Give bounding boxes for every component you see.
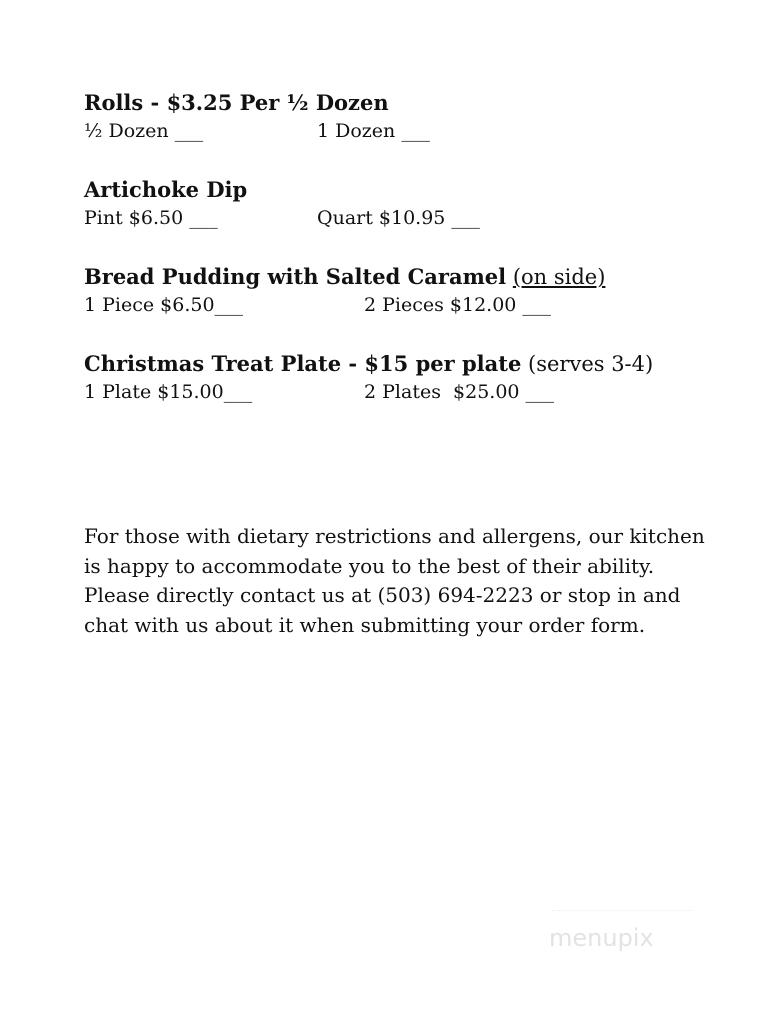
option-quart: Quart $10.95 ___ xyxy=(317,207,480,229)
notice-line: chat with us about it when submitting your order form. xyxy=(84,612,646,637)
item-title: Rolls - $3.25 Per ½ Dozen xyxy=(84,90,389,115)
dietary-notice xyxy=(84,522,724,640)
notice-line: is happy to accommodate you to the best of their ability. xyxy=(84,553,655,578)
watermark-decoration xyxy=(552,910,692,917)
option-dozen: 1 Dozen ___ xyxy=(317,120,430,142)
item-options xyxy=(84,291,724,319)
option-two-pieces: 2 Pieces $12.00 ___ xyxy=(364,294,551,316)
menu-item-christmas-treat-plate xyxy=(84,350,724,406)
item-title: Christmas Treat Plate - $15 per plate (serves 3-4) xyxy=(84,351,654,376)
menu-item-bread-pudding xyxy=(84,263,724,319)
title-note: (on side) xyxy=(512,265,606,289)
menu-item-rolls xyxy=(84,89,724,145)
menu-item-artichoke-dip xyxy=(84,176,724,232)
option-pint: Pint $6.50 ___ xyxy=(84,207,218,229)
option-one-plate: 1 Plate $15.00___ xyxy=(84,381,253,403)
item-options xyxy=(84,117,724,145)
option-two-plates: 2 Plates $25.00 ___ xyxy=(364,381,555,403)
item-options xyxy=(84,378,724,406)
item-options xyxy=(84,204,724,232)
notice-line: Please directly contact us at (503) 694-2223 or stop in and xyxy=(84,583,681,607)
option-half-dozen: ½ Dozen ___ xyxy=(84,120,204,142)
title-note: (serves 3-4) xyxy=(528,352,654,376)
item-title: Artichoke Dip xyxy=(84,177,248,202)
notice-line: For those with dietary restrictions and allergens, our kitchen xyxy=(84,524,705,548)
item-title: Bread Pudding with Salted Caramel (on side) xyxy=(84,264,606,289)
option-one-piece: 1 Piece $6.50___ xyxy=(84,294,244,316)
watermark-logo: menupix xyxy=(549,924,654,952)
